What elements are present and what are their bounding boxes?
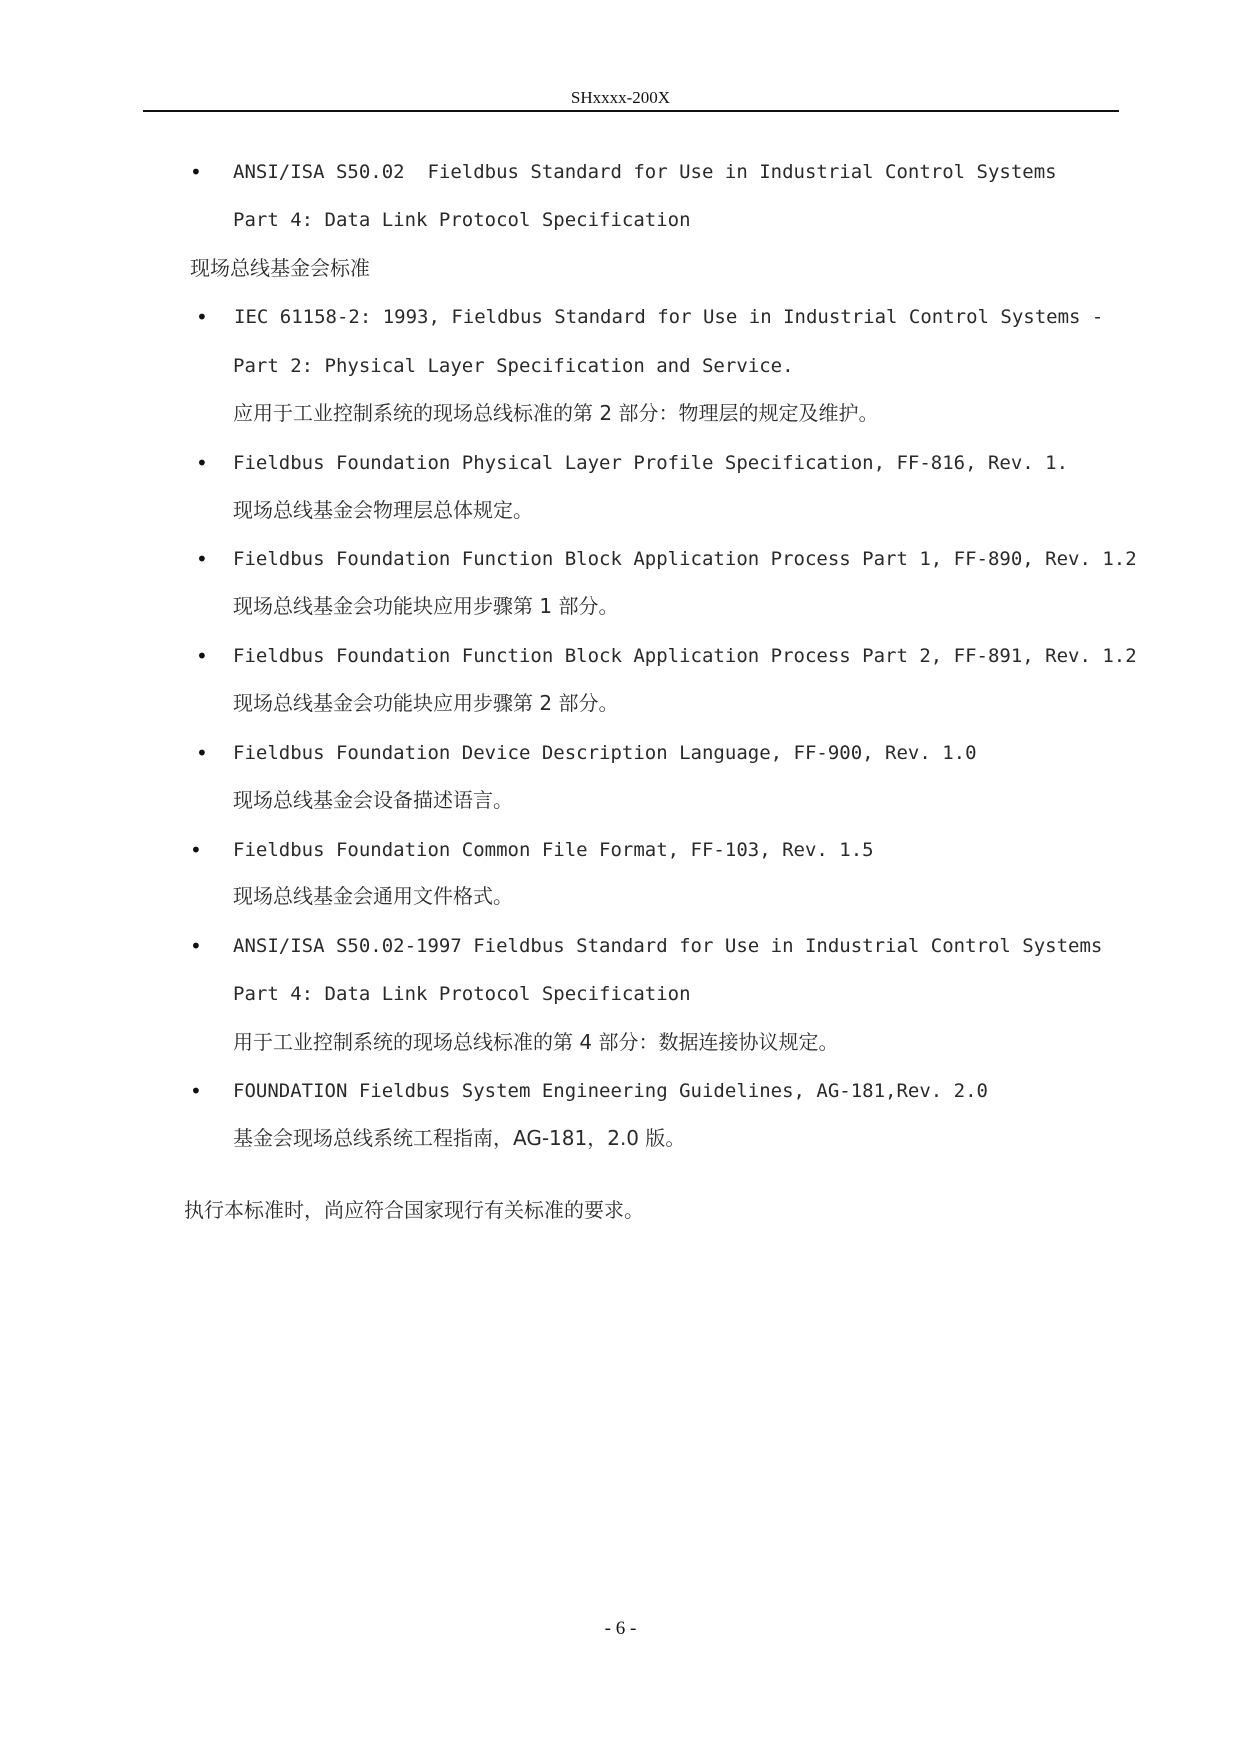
list-item-line1: ANSI/ISA S50.02-1997 Fieldbus Standard for Use in Industrial Control Systems — [233, 935, 1103, 957]
bullet-icon: • — [190, 934, 202, 958]
list-item-line3: 应用于工业控制系统的现场总线标准的第 2 部分：物理层的规定及维护。 — [233, 401, 879, 425]
list-item-line3: 用于工业控制系统的现场总线标准的第 4 部分：数据连接协议规定。 — [233, 1030, 839, 1054]
intro-item-line1: ANSI/ISA S50.02 Fieldbus Standard for Use in Industrial Control Systems — [233, 161, 1057, 183]
bullet-icon: • — [196, 305, 208, 329]
list-item-line1: FOUNDATION Fieldbus System Engineering Guidelines, AG-181,Rev. 2.0 — [233, 1080, 988, 1102]
list-item-line1: Fieldbus Foundation Device Description Language, FF-900, Rev. 1.0 — [233, 742, 977, 764]
list-item-line2: 现场总线基金会物理层总体规定。 — [233, 498, 533, 522]
list-item-line2: Part 4: Data Link Protocol Specification — [233, 983, 691, 1005]
list-item-line2: 现场总线基金会通用文件格式。 — [233, 884, 513, 908]
list-item-line1: Fieldbus Foundation Common File Format, FF-103, Rev. 1.5 — [233, 839, 874, 861]
list-item-line2: 现场总线基金会功能块应用步骤第 2 部分。 — [233, 691, 619, 715]
list-item-line1: Fieldbus Foundation Function Block Application Process Part 1, FF-890, Rev. 1.2 — [233, 548, 1137, 570]
bullet-icon: • — [196, 547, 208, 571]
intro-item-line2: Part 4: Data Link Protocol Specification — [233, 209, 691, 231]
bullet-icon: • — [196, 451, 208, 475]
list-item-line2: 基金会现场总线系统工程指南，AG-181，2.0 版。 — [233, 1126, 686, 1150]
list-item-line1: IEC 61158-2: 1993, Fieldbus Standard for Use in Industrial Control Systems - — [234, 306, 1104, 328]
list-item-line2: 现场总线基金会设备描述语言。 — [233, 788, 513, 812]
bullet-icon: • — [196, 644, 208, 668]
page-header-title: SHxxxx-200X — [570, 88, 671, 107]
list-item-line1: Fieldbus Foundation Function Block Application Process Part 2, FF-891, Rev. 1.2 — [233, 645, 1137, 667]
closing-text: 执行本标准时，尚应符合国家现行有关标准的要求。 — [184, 1198, 644, 1222]
list-item-line2: 现场总线基金会功能块应用步骤第 1 部分。 — [233, 594, 619, 618]
bullet-icon: • — [196, 741, 208, 765]
bullet-icon: • — [190, 838, 202, 862]
bullet-icon: • — [190, 1079, 202, 1103]
page-number: - 6 - — [604, 1618, 637, 1639]
header-rule — [143, 110, 1119, 112]
section-heading: 现场总线基金会标准 — [190, 256, 370, 280]
list-item-line1: Fieldbus Foundation Physical Layer Profile Specification, FF-816, Rev. 1. — [233, 452, 1069, 474]
bullet-icon: • — [190, 160, 202, 184]
list-item-line2: Part 2: Physical Layer Specification and Service. — [233, 355, 794, 377]
